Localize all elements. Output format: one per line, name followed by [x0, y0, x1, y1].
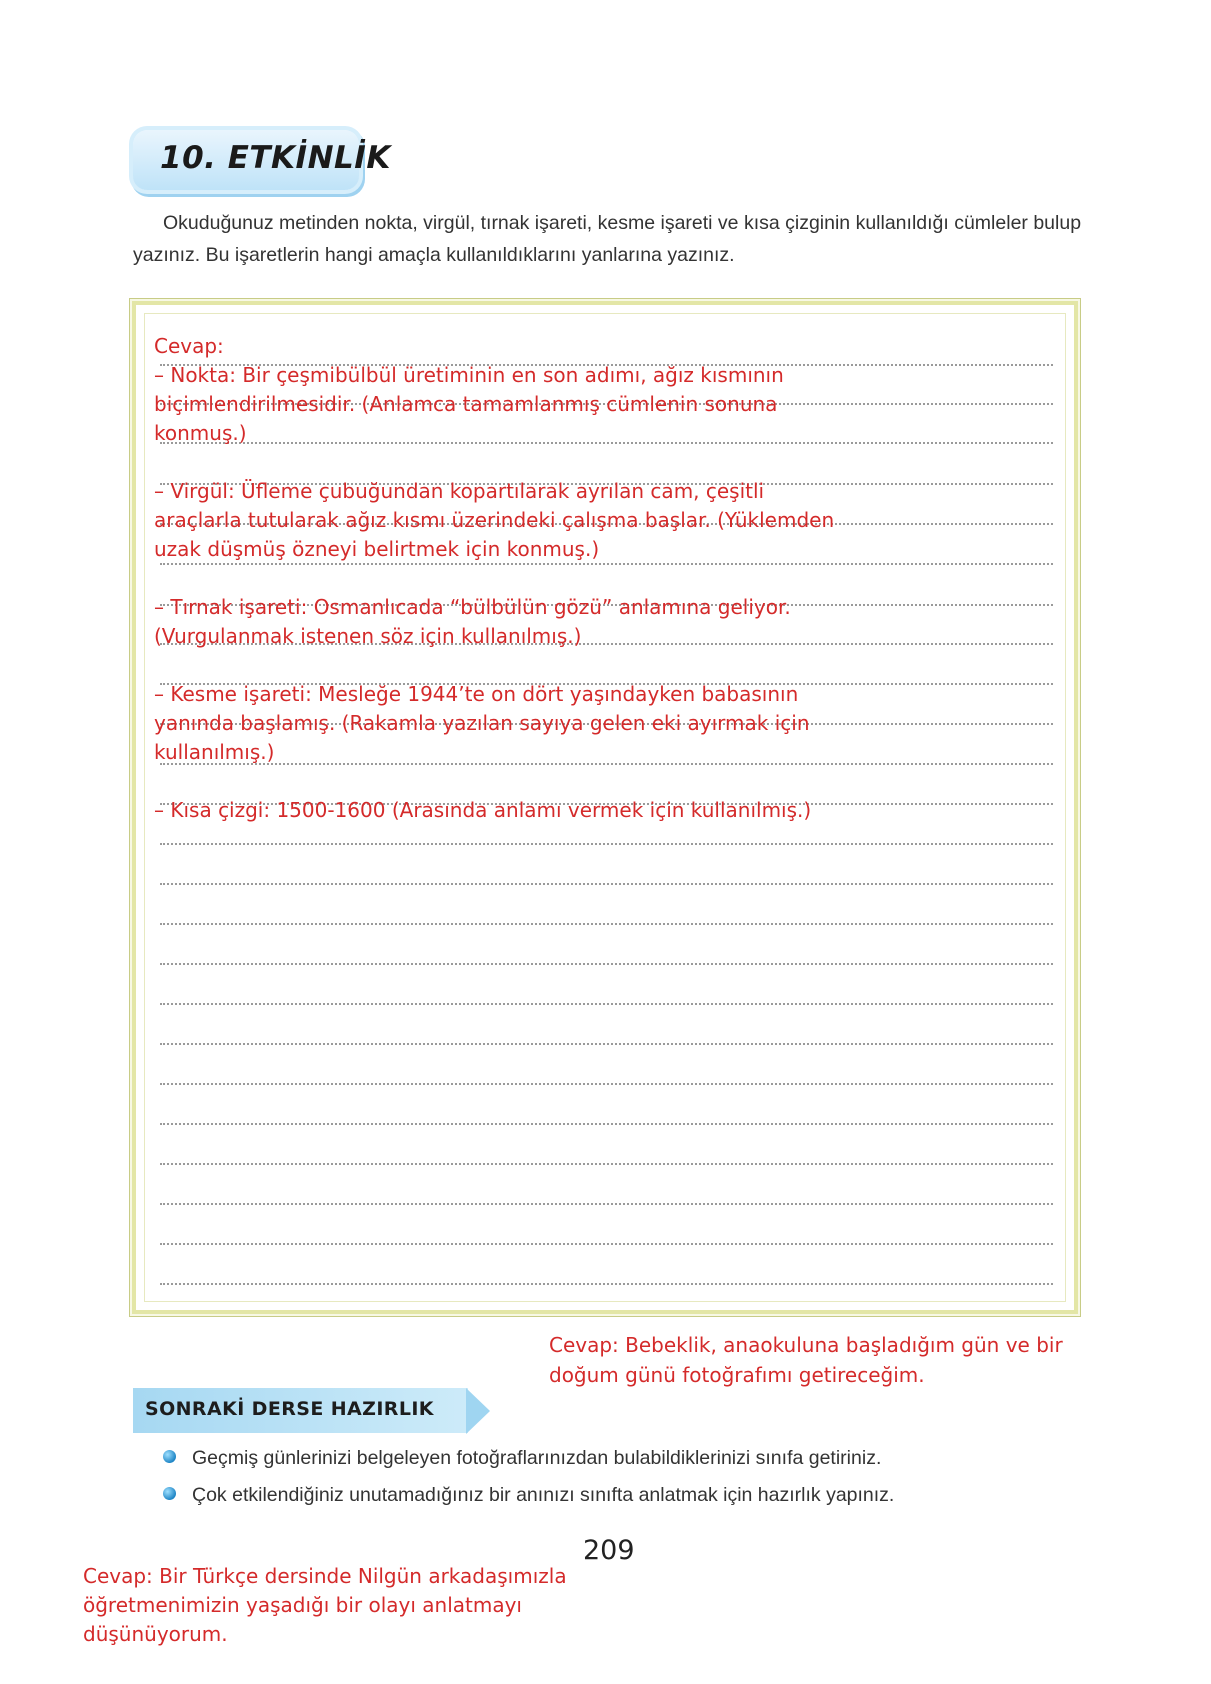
answer-line: kullanılmış.): [154, 740, 275, 764]
list-item-text: Çok etkilendiğiniz unutamadığınız bir anınızı sınıfta anlatmak için hazırlık yapınız.: [192, 1484, 895, 1506]
answer-line: araçlarla tutularak ağız kısmı üzerindeki çalışma başlar. (Yüklemden: [154, 508, 835, 532]
writing-line: [160, 883, 1053, 885]
writing-line: [160, 1083, 1053, 1085]
answer-line: uzak düşmüş özneyi belirtmek için konmuş.): [154, 537, 600, 561]
writing-line: [160, 1283, 1053, 1285]
writing-line: [160, 923, 1053, 925]
writing-line: [160, 843, 1053, 845]
page-number: 209: [583, 1535, 635, 1566]
instructions-text: Okuduğunuz metinden nokta, virgül, tırnak işareti, kesme işareti ve kısa çizginin kullanıldığı cümleler bulup yazınız. Bu işaretlerin hangi amaçla kullanıldıklarını yanlarına yazınız.: [133, 212, 1082, 266]
answer-line: – Virgül: Üfleme çubuğundan kopartılarak ayrılan cam, çeşitli: [154, 479, 765, 503]
writing-line: [160, 1243, 1053, 1245]
writing-line: [160, 1003, 1053, 1005]
memory-answer: [83, 1562, 593, 1649]
answer-line: Cevap: Bir Türkçe dersinde Nilgün arkadaşımızla: [83, 1564, 567, 1588]
answer-line: – Kesme işareti: Mesleğe 1944’te on dört yaşındayken babasının: [154, 682, 799, 706]
writing-line: [160, 1163, 1053, 1165]
photos-answer: [549, 1330, 1109, 1390]
answer-line: – Kısa çizgi: 1500-1600 (Arasında anlamı vermek için kullanılmış.): [154, 798, 812, 822]
answer-line: doğum günü fotoğrafımı getireceğim.: [549, 1363, 925, 1387]
activity-title: 10. ETKİNLİK: [160, 140, 391, 176]
next-lesson-title: SONRAKİ DERSE HAZIRLIK: [145, 1398, 434, 1420]
bullet-icon: [163, 1487, 176, 1500]
writing-line: [160, 1203, 1053, 1205]
list-item: [163, 1447, 1083, 1470]
answer-line: – Tırnak işareti: Osmanlıcada “bülbülün gözü” anlamına geliyor.: [154, 595, 791, 619]
activity-instructions: [133, 207, 1088, 271]
writing-line: [160, 1043, 1053, 1045]
answer-heading: Cevap:: [154, 334, 224, 358]
activity-answer: [154, 332, 854, 825]
answer-line: öğretmenimizin yaşadığı bir olayı anlatmayı: [83, 1593, 522, 1617]
answer-line: yanında başlamış. (Rakamla yazılan sayıya gelen eki ayırmak için: [154, 711, 810, 735]
list-item-text: Geçmiş günlerinizi belgeleyen fotoğraflarınızdan bulabildiklerinizi sınıfa getiriniz.: [192, 1447, 882, 1469]
writing-line: [160, 1123, 1053, 1125]
answer-line: biçimlendirilmesidir. (Anlamca tamamlanmış cümlenin sonuna: [154, 392, 778, 416]
answer-line: – Nokta: Bir çeşmibülbül üretiminin en son adımı, ağız kısmının: [154, 363, 784, 387]
answer-line: Cevap: Bebeklik, anaokuluna başladığım gün ve bir: [549, 1333, 1063, 1357]
bullet-icon: [163, 1450, 176, 1463]
banner-arrow-icon: [466, 1388, 490, 1434]
answer-line: konmuş.): [154, 421, 247, 445]
answer-line: (Vurgulanmak istenen söz için kullanılmış.): [154, 624, 582, 648]
list-item: [163, 1484, 1083, 1507]
writing-line: [160, 963, 1053, 965]
answer-line: düşünüyorum.: [83, 1622, 228, 1646]
